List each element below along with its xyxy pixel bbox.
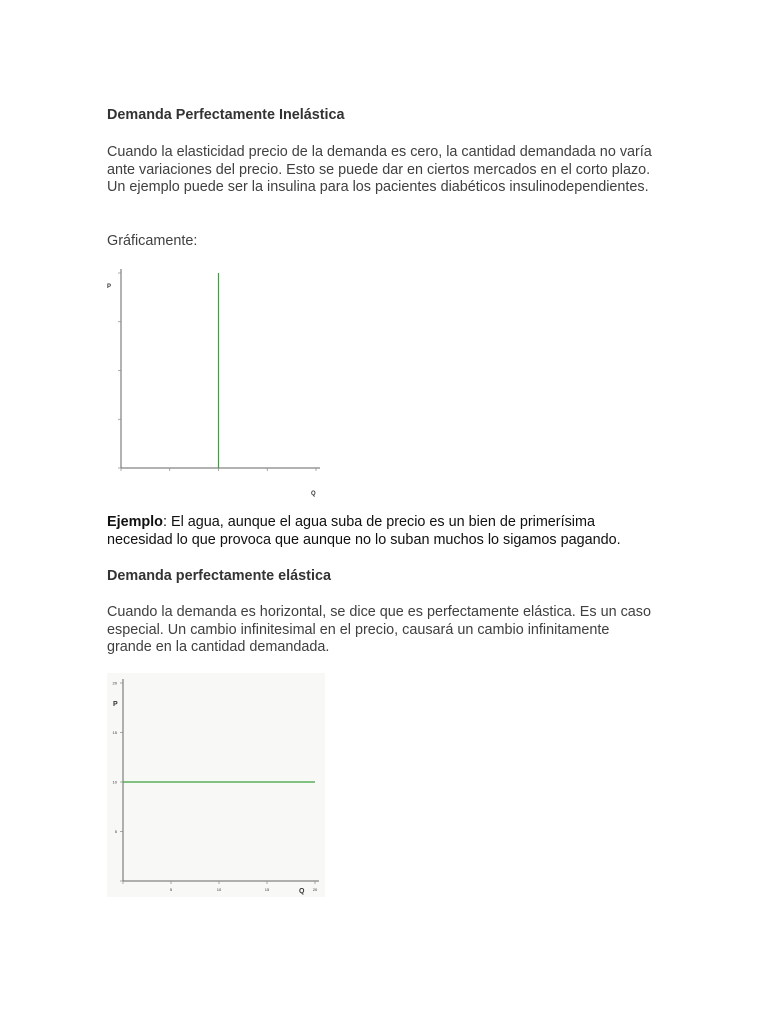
chart-elastic bbox=[107, 673, 325, 897]
section-body-inelastic: Cuando la elasticidad precio de la demanda es cero, la cantidad demandada no varía ante variaciones del precio. Esto se puede dar en ciertos mercados en el corto plazo. Un ejemplo puede ser la insulina para los pacientes diabéticos insulinodependientes. bbox=[107, 144, 652, 196]
example-label: Ejemplo bbox=[107, 514, 163, 530]
graph-intro-text: Gráficamente: bbox=[107, 233, 198, 249]
y-tick-label: 10 bbox=[112, 779, 117, 785]
x-axis-label: Q bbox=[299, 888, 305, 895]
example-text: : El agua, aunque el agua suba de precio es un bien de primerísima necesidad lo que provoca que aunque no lo suban muchos lo sigamos pagando. bbox=[107, 514, 621, 548]
x-tick-label: 20 bbox=[312, 887, 318, 892]
y-tick-label: 15 bbox=[112, 730, 117, 735]
example-paragraph bbox=[107, 514, 652, 549]
section-title-inelastic: Demanda Perfectamente Inelástica bbox=[107, 107, 345, 123]
x-tick-label: 10 bbox=[216, 887, 222, 892]
chart-elastic-svg bbox=[107, 673, 325, 897]
y-axis-label: P bbox=[113, 701, 118, 708]
section-body-elastic: Cuando la demanda es horizontal, se dice que es perfectamente elástica. Es un caso especial. Un cambio infinitesimal en el precio, causará un cambio infinitamente grande en la cantidad demandada. bbox=[107, 604, 651, 656]
x-tick-label: 5 bbox=[169, 887, 173, 892]
section-title-elastic: Demanda perfectamente elástica bbox=[107, 568, 331, 584]
chart-background bbox=[107, 673, 325, 897]
y-axis-label: P bbox=[107, 284, 112, 290]
x-axis-label: Q bbox=[311, 491, 316, 497]
y-tick-label: 5 bbox=[114, 829, 117, 834]
x-tick-label: 15 bbox=[264, 887, 270, 892]
chart-inelastic bbox=[101, 266, 326, 501]
chart-inelastic-svg bbox=[101, 266, 326, 501]
y-tick-label: 20 bbox=[112, 680, 117, 686]
chart-background bbox=[101, 266, 326, 501]
